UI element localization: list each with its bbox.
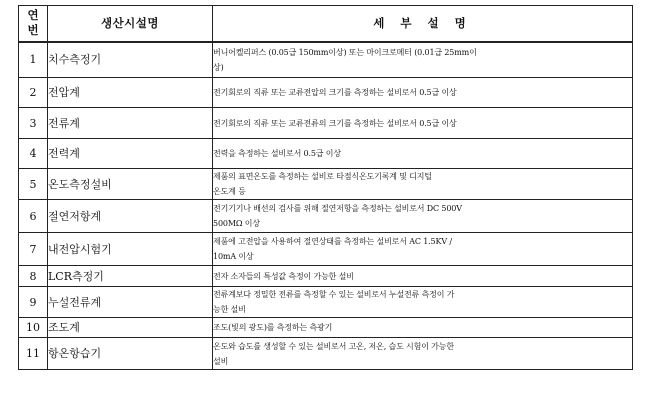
table-row [19, 338, 633, 370]
row-facility-name: 전류계 [48, 108, 213, 139]
table-row [19, 287, 633, 318]
row-facility-name: 전압계 [48, 78, 213, 108]
row-serial-number: 10 [19, 318, 48, 338]
row-description [213, 200, 633, 233]
row-serial-number: 3 [19, 108, 48, 139]
table-row [19, 200, 633, 233]
table-row [19, 318, 633, 338]
header-serial-number [19, 6, 48, 42]
row-description [213, 108, 633, 139]
table-row [19, 233, 633, 266]
row-facility-name: 온도측정설비 [48, 169, 213, 200]
description-line: 온도와 습도를 생성할 수 있는 설비로서 고온, 저온, 습도 시험이 가능한 [213, 341, 454, 351]
description-line: 버니어켈리퍼스 (0.05급 150mm이상) 또는 마이크로메터 (0.01급 25mm이 [213, 47, 477, 57]
description-line: 온도계 등 [213, 187, 246, 196]
row-serial-number: 1 [19, 42, 48, 78]
row-description [213, 233, 633, 266]
description-line: 500MΩ 이상 [213, 219, 260, 228]
row-serial-number: 5 [19, 169, 48, 200]
description-line: 전기기기나 배선의 검사를 위해 절연저항을 측정하는 설비로서 DC 500V [213, 204, 462, 213]
description-line: 제품의 표면온도를 측정하는 설비로 타점식온도기록계 및 디지털 [213, 172, 432, 181]
header-facility-name: 생산시설명 [48, 6, 213, 42]
row-facility-name: 항온항습기 [48, 338, 213, 370]
row-serial-number: 4 [19, 139, 48, 169]
row-description [213, 169, 633, 200]
description-line: 상) [213, 62, 224, 72]
row-serial-number: 8 [19, 266, 48, 287]
row-serial-number: 6 [19, 200, 48, 233]
row-description [213, 42, 633, 78]
row-facility-name: 조도계 [48, 318, 213, 338]
row-serial-number: 7 [19, 233, 48, 266]
description-line: 전력을 측정하는 설비로서 0.5급 이상 [213, 149, 341, 158]
table-row [19, 42, 633, 78]
table-row [19, 169, 633, 200]
row-facility-name: 전력계 [48, 139, 213, 169]
header-serial-line2: 번 [27, 23, 39, 38]
row-description [213, 318, 633, 338]
table-row [19, 139, 633, 169]
table-row [19, 78, 633, 108]
header-serial-line1: 연 [27, 8, 39, 23]
row-facility-name: 내전압시험기 [48, 233, 213, 266]
description-line: 전기회로의 직류 또는 교류전류의 크기를 측정하는 설비로서 0.5급 이상 [213, 118, 457, 128]
row-description [213, 78, 633, 108]
description-line: 10mA 이상 [213, 252, 254, 261]
table-row [19, 108, 633, 139]
row-description [213, 338, 633, 370]
row-description [213, 266, 633, 287]
row-serial-number: 11 [19, 338, 48, 370]
row-facility-name: 절연저항계 [48, 200, 213, 233]
equipment-spec-table [18, 5, 633, 370]
row-facility-name: 치수측정기 [48, 42, 213, 78]
row-facility-name: LCR측정기 [48, 266, 213, 287]
row-description [213, 139, 633, 169]
description-line: 제품에 고전압을 사용하여 절연상태를 측정하는 설비로서 AC 1.5KV / [213, 237, 452, 246]
row-serial-number: 9 [19, 287, 48, 318]
description-line: 전기회로의 직류 또는 교류전압의 크기를 측정하는 설비로서 0.5급 이상 [213, 88, 457, 97]
table-body [19, 42, 633, 370]
row-serial-number: 2 [19, 78, 48, 108]
header-description: 세 부 설 명 [213, 6, 633, 42]
description-line: 전류계보다 정밀한 전류를 측정할 수 있는 설비로서 누설전류 측정이 가 [213, 290, 455, 299]
table-row [19, 266, 633, 287]
row-facility-name: 누설전류계 [48, 287, 213, 318]
description-line: 조도(빛의 광도)를 측정하는 측광기 [213, 323, 333, 332]
table-header-row [19, 6, 633, 42]
description-line: 설비 [213, 356, 229, 366]
description-line: 능한 설비 [213, 305, 246, 314]
description-line: 전자 소자들의 특성값 측정이 가능한 설비 [213, 271, 354, 281]
row-description [213, 287, 633, 318]
